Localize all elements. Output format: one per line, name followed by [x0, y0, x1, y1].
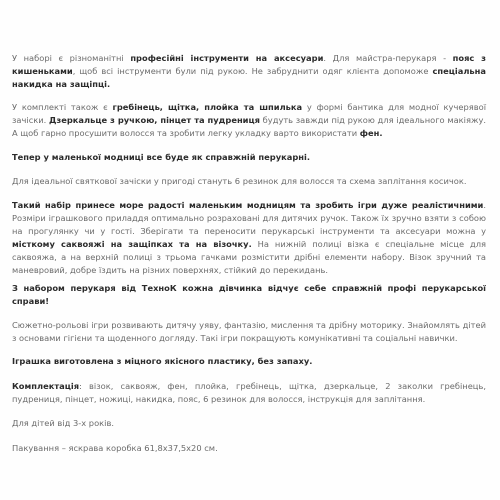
paragraph-accessories: У наборі є різноманітні професійні інструменти на аксесуари. Для майстра-перукаря - пояс з кишеньками, щоб всі інструменти були під рукою. Не забруднити одяг клієнта допоможе спеціальна накидка на защіпці. [12, 53, 487, 89]
paragraph-brand-heading: З набором перукаря від ТехноК кожна дівчинка відчує себе справжній профі перукарської справи! [12, 283, 486, 306]
paragraph-realistic-play: Такий набір принесе море радості маленьким модницям та зробить ігри дуже реалістичними. Розміри іграшкового приладдя оптимально розраховані для дитячих ручок. Також їх зручно взяти з собою на прогулянку чи у гості. Зберігати та переносити перукарські інструменти та аксесуари можна у місткому саквояжі на защіпках та на візочку. На нижній полиці візка є спеціальне місце для саквояжа, а на верхній полиці з трьома гачками розмістити дрібні елементи набору. Візок зручний та маневровий, добре їздить на різних поверхнях, стійкий до перекидань. [12, 200, 486, 275]
paragraph-set-contents: У комплекті також є гребінець, щітка, плойка та шпилька у формі бантика для модної кучерявої зачіски. Дзеркальце з ручкою, пінцет та пудрениця будуть завжди під рукою для ідеального макіяжу. А щоб гарно просушити волосся та зробити легку укладку варто використати фен. [12, 102, 487, 138]
paragraph-age: Для дітей від 3-х років. [12, 418, 114, 428]
paragraph-packaging: Пакування – яскрава коробка 61,8х37,5х20 см. [12, 443, 218, 453]
paragraph-material: Іграшка виготовлена з міцного якісного пластику, без запаху. [12, 356, 313, 366]
paragraph-heading-fashion: Тепер у маленької модниці все буде як справжній перукарні. [12, 152, 311, 162]
paragraph-role-play: Сюжетно-рольові ігри розвивають дитячу уяву, фантазію, мислення та дрібну моторику. Знайомлять дітей з основами гігієни та щоденного догляду. Такі ігри покращують комунікативні та соціальні навички. [12, 320, 486, 343]
paragraph-hair-ties: Для ідеальної святкової зачіски у пригоді стануть 6 резинок для волосся та схема заплітання косичок. [12, 176, 467, 186]
paragraph-package-contents: Комплектація: візок, саквояж, фен, плойка, гребінець, щітка, дзеркальце, 2 заколки гребінець, пудрениця, пінцет, ножиці, накидка, пояс, 6 резинок для волосся, інструкція для заплітання. [12, 381, 486, 404]
